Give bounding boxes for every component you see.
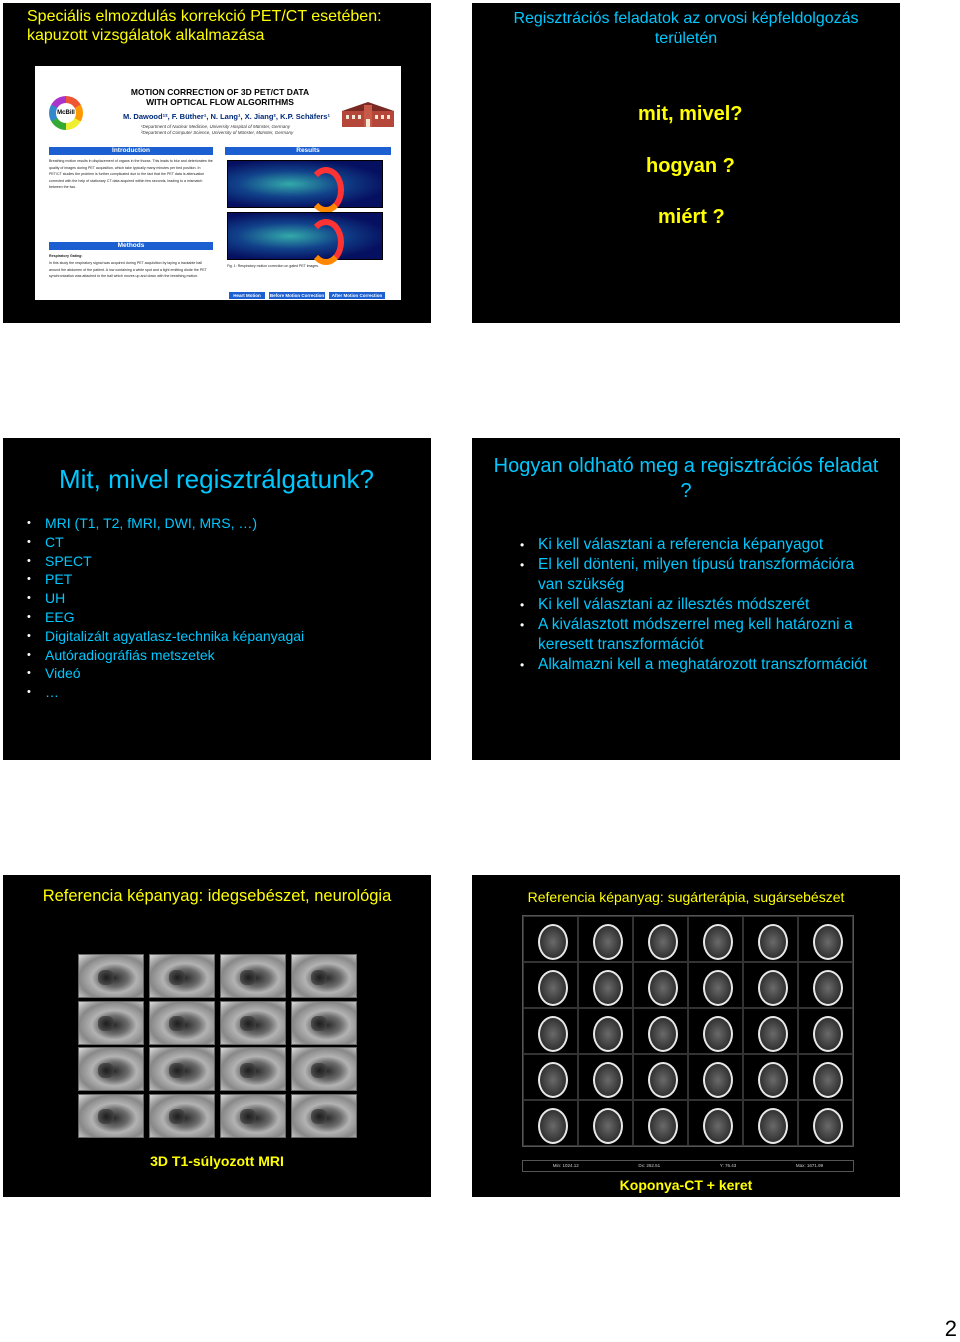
introduction-header: Introduction <box>49 147 213 155</box>
slide-title: Referencia képanyag: idegsebészet, neurológia <box>42 887 392 905</box>
ct-slice-image <box>743 1100 798 1146</box>
pet-image-before <box>227 160 383 208</box>
mri-slice-image <box>220 1047 286 1091</box>
ct-slice-image <box>578 916 633 962</box>
mri-slice-image <box>149 954 215 998</box>
mri-slice-image <box>78 1001 144 1045</box>
list-item: • Ki kell választani a referencia képanyagot <box>520 535 880 555</box>
ct-slice-image <box>523 1008 578 1054</box>
ct-slice-image <box>688 1008 743 1054</box>
list-item: • EEG <box>27 608 304 627</box>
mri-slice-image <box>291 1094 357 1138</box>
ct-slice-image <box>798 1100 853 1146</box>
ct-slice-image <box>523 1054 578 1100</box>
question-what: mit, mivel? <box>638 103 743 125</box>
ct-slice-image <box>743 1008 798 1054</box>
slide-radiotherapy-reference <box>472 875 900 1197</box>
heart-motion-label: Heart Motion <box>229 292 265 299</box>
mri-image-grid <box>78 954 357 1138</box>
methods-text: In this study the respiratory signal was acquired during PET acquisition by laying a trackable ball around the abdomen of the patient. A low containing a white spot and a light emitting diode the PET synchronization was attached to the ball which moves up and down with the breathing motion. <box>49 261 207 279</box>
steps-list <box>520 535 880 675</box>
mri-slice-image <box>220 1001 286 1045</box>
question-why: miért ? <box>658 206 725 228</box>
mri-slice-image <box>291 1047 357 1091</box>
mri-slice-image <box>78 1094 144 1138</box>
ct-slice-image <box>523 1100 578 1146</box>
ct-slice-image <box>523 916 578 962</box>
slide-modalities <box>3 438 431 760</box>
after-correction-label: After Motion Correction <box>329 292 385 299</box>
mri-slice-image <box>78 1047 144 1091</box>
university-building-icon <box>340 101 396 129</box>
ct-slice-image <box>798 962 853 1008</box>
poster-authors: M. Dawood¹², F. Büther¹, N. Lang¹, X. Jiang², K.P. Schäfers¹ <box>123 112 330 121</box>
mcbill-logo: McBill <box>49 96 83 130</box>
slide-neurosurgery-reference <box>3 875 431 1197</box>
slide-title: Referencia képanyag: sugárterápia, sugársebészet <box>527 889 845 905</box>
ct-info-strip: Min: 1024.12 Dx: 262.51 Y: 76.43 Max: 1671.99 <box>522 1160 854 1172</box>
results-header: Results <box>225 147 391 155</box>
slide-title: Hogyan oldható meg a regisztrációs feladat ? <box>493 455 879 502</box>
before-correction-label: Before Motion Correction <box>269 293 325 298</box>
poster-affiliations: ¹Department of Nuclear Medicine, University Hospital of Münster, Germany ²Department of Computer Science, University of Münster, Münster, Germany <box>141 124 294 135</box>
list-item: • MRI (T1, T2, fMRI, DWI, MRS, …) <box>27 514 304 533</box>
ct-slice-image <box>633 1008 688 1054</box>
ct-slice-image <box>743 916 798 962</box>
ct-slice-image <box>688 962 743 1008</box>
ct-slice-image <box>578 1100 633 1146</box>
ct-slice-image <box>633 962 688 1008</box>
list-item: • Alkalmazni kell a meghatározott transzformációt <box>520 655 880 675</box>
modality-list <box>27 514 304 702</box>
figure-caption: Fig. 1: Respiratory motion correction on gated PET images. <box>227 264 319 268</box>
ct-slice-image <box>743 962 798 1008</box>
ct-slice-image <box>743 1054 798 1100</box>
ct-slice-image <box>578 1054 633 1100</box>
poster-image <box>35 66 401 300</box>
page-number: 2 <box>944 1316 957 1341</box>
ct-slice-image <box>523 962 578 1008</box>
methods-heading: Respiratory Gating: <box>49 254 83 258</box>
ct-slice-image <box>798 1054 853 1100</box>
mri-slice-image <box>291 954 357 998</box>
ct-slice-image <box>798 916 853 962</box>
ct-slice-image <box>578 962 633 1008</box>
mri-slice-image <box>149 1094 215 1138</box>
ct-slice-image <box>798 1008 853 1054</box>
ct-slice-image <box>688 1054 743 1100</box>
mri-slice-image <box>149 1001 215 1045</box>
ct-slice-image <box>578 1008 633 1054</box>
intro-text: Breathing motion results in displacement of organs in the thorax. This leads to blur and deteriorates the quality of images during PET acquisition, which take typically many minutes per bed position. In PET/CT studies the problem is further complicated due to the fact that the PET data is attenuation corrected with the help of stationary CT data acquired within few seconds, leading to a mismatch between the two. <box>49 159 213 190</box>
ct-image-grid <box>522 915 854 1147</box>
slide-title: Mit, mivel regisztrálgatunk? <box>59 464 374 494</box>
slide-registration-tasks <box>472 3 900 323</box>
ct-slice-image <box>633 1100 688 1146</box>
mri-slice-image <box>149 1047 215 1091</box>
list-item: • Digitalizált agyatlasz-technika képanyagai <box>27 627 304 646</box>
list-item: • Videó <box>27 664 304 683</box>
list-item: • UH <box>27 589 304 608</box>
list-item: • PET <box>27 570 304 589</box>
slide-registration-steps <box>472 438 900 760</box>
list-item: • Autóradiográfiás metszetek <box>27 646 304 665</box>
ct-slice-image <box>633 1054 688 1100</box>
ct-slice-image <box>633 916 688 962</box>
list-item: • CT <box>27 533 304 552</box>
mri-slice-image <box>78 954 144 998</box>
slide-motion-correction <box>3 3 431 323</box>
image-caption: Koponya-CT + keret <box>619 1177 753 1193</box>
ct-slice-image <box>688 1100 743 1146</box>
mri-slice-image <box>220 954 286 998</box>
slide-title: Regisztrációs feladatok az orvosi képfeldolgozás területén <box>513 10 859 47</box>
slide-title: Speciális elmozdulás korrekció PET/CT esetében: kapuzott vizsgálatok alkalmazása <box>27 8 382 44</box>
methods-header: Methods <box>49 242 213 250</box>
list-item: • Ki kell választani az illesztés módszerét <box>520 595 880 615</box>
pet-image-after <box>227 212 383 260</box>
question-how: hogyan ? <box>646 155 735 177</box>
image-caption: 3D T1-súlyozott MRI <box>150 1153 284 1169</box>
list-item: • El kell dönteni, milyen típusú transzformációra van szükség <box>520 555 880 595</box>
list-item: • SPECT <box>27 552 304 571</box>
poster-title: MOTION CORRECTION OF 3D PET/CT DATA WITH OPTICAL FLOW ALGORITHMS <box>130 87 310 107</box>
mri-slice-image <box>220 1094 286 1138</box>
list-item: • A kiválasztott módszerrel meg kell határozni a keresett transzformációt <box>520 615 880 655</box>
ct-slice-image <box>688 916 743 962</box>
list-item: • … <box>27 683 304 702</box>
mri-slice-image <box>291 1001 357 1045</box>
